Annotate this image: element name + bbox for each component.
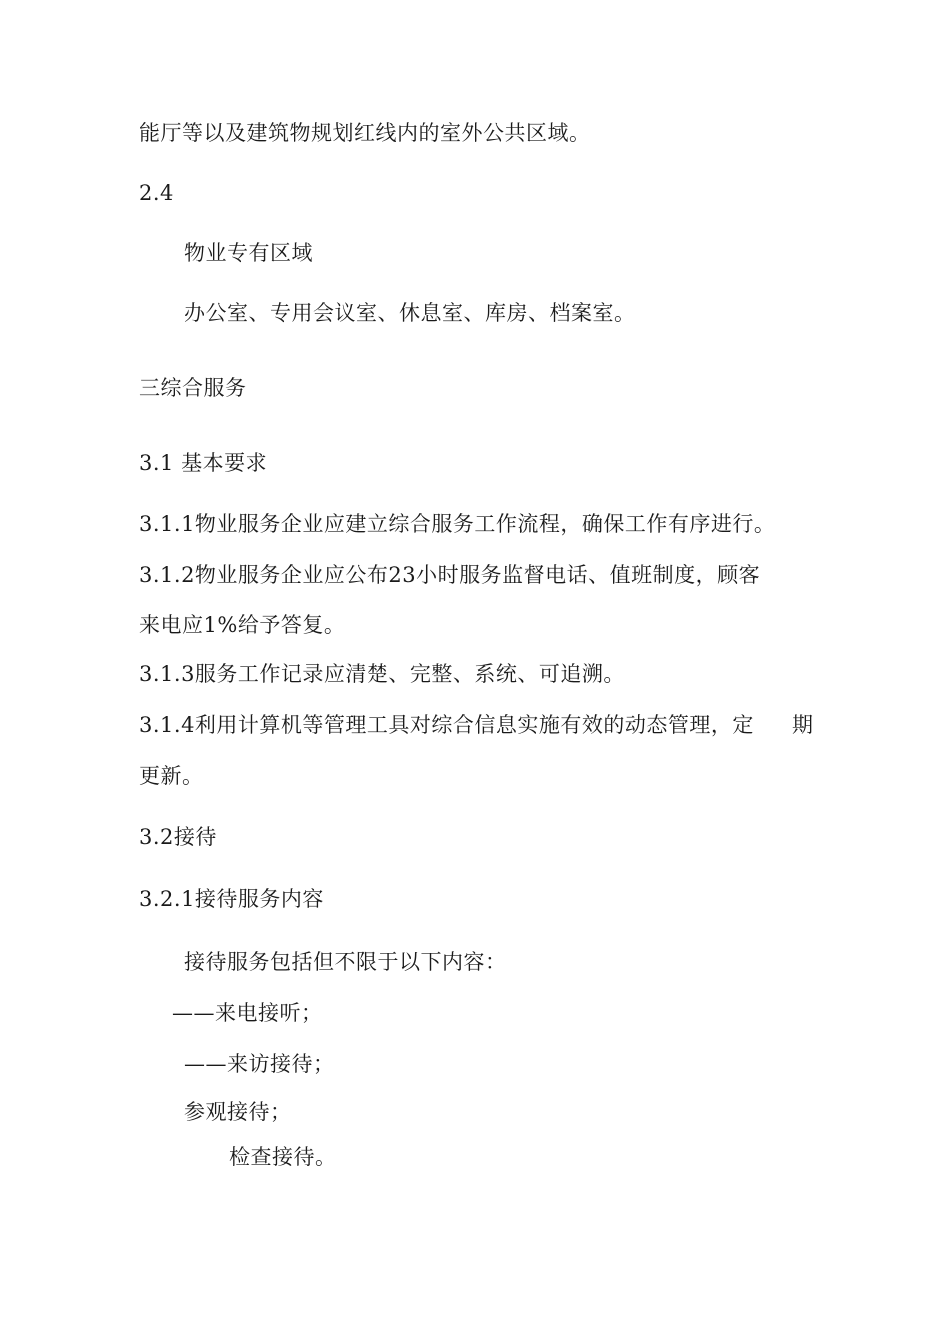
clause-3-1-2-line-1: 3.1.2物业服务企业应公布23小时服务监督电话、值班制度，顾客 (139, 563, 761, 587)
clause-3-1-4-line-1-tail: 期 (792, 713, 814, 737)
clause-3-1-4-line-2: 更新。 (139, 764, 204, 788)
list-item-visitor-reception: ——来访接待； (184, 1052, 335, 1076)
heading-3-1: 3.1 基本要求 (139, 451, 268, 475)
heading-chapter-3: 三综合服务 (139, 376, 247, 400)
clause-3-1-2-line-2: 来电应1%给予答复。 (139, 613, 346, 637)
clause-3-1-3: 3.1.3服务工作记录应清楚、完整、系统、可追溯。 (139, 662, 625, 686)
list-item-tour-reception: 参观接待； (184, 1100, 292, 1124)
clause-3-1-4-line-1: 3.1.4利用计算机等管理工具对综合信息实施有效的动态管理，定 (139, 713, 754, 737)
heading-3-2: 3.2接待 (139, 825, 217, 849)
heading-3-2-1: 3.2.1接待服务内容 (139, 887, 324, 911)
list-item-inspection-reception: 检查接待。 (229, 1145, 337, 1169)
heading-private-area: 物业专有区域 (184, 241, 313, 265)
paragraph-public-area-continuation: 能厅等以及建筑物规划红线内的室外公共区域。 (139, 121, 591, 145)
paragraph-private-area-list: 办公室、专用会议室、休息室、库房、档案室。 (184, 301, 636, 325)
section-number-2-4: 2.4 (139, 181, 174, 205)
clause-3-1-1: 3.1.1物业服务企业应建立综合服务工作流程，确保工作有序进行。 (139, 512, 776, 536)
paragraph-reception-intro: 接待服务包括但不限于以下内容： (184, 950, 507, 974)
list-item-phone-reception: ——来电接听； (172, 1001, 323, 1025)
